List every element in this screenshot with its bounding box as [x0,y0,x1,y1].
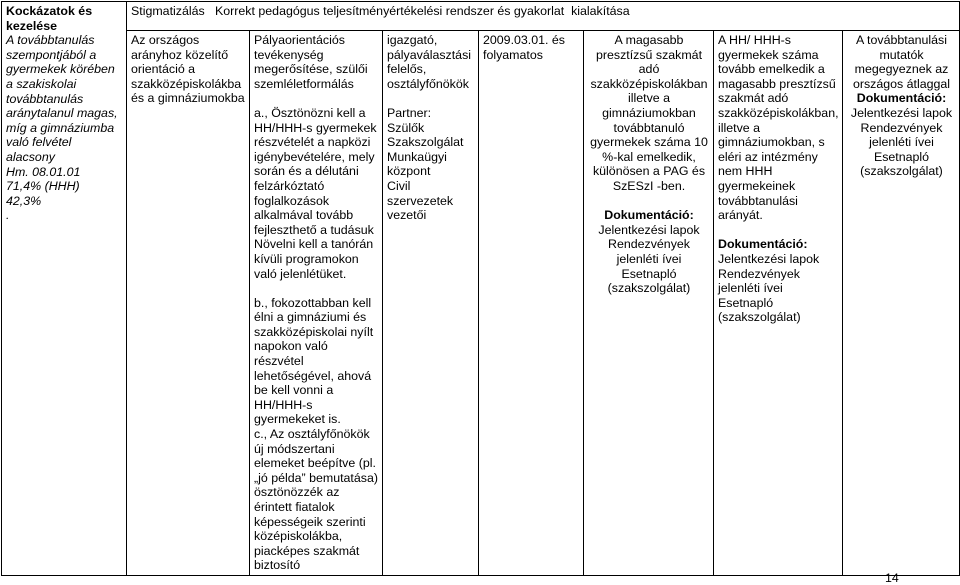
indicator-2-doc-label: Dokumentáció: [718,237,808,252]
risk-cell [2,2,127,576]
activity-intro: Pályaorientációs tevékenység megerősítése, szülői szemléletformálás [254,33,368,91]
activity-c: c., Az osztályfőnökök új módszertani elemeket beépítve (pl. „jó példa” bemutatása) ösztönözzék az érintett fiatalok képességeik szerinti középiskolákba, piacképes szakmát biztosító [254,427,378,573]
deadline-text: 2009.03.01. és folyamatos [483,33,565,62]
indicator-3-text: A továbbtanulási mutatók megegyeznek az országos átlaggal [852,33,951,91]
partner-label: Partner: [387,105,432,120]
partner-list: Szülők Szakszolgálat Munkaügyi központ Civil szervezetek vezetői [387,120,464,223]
responsible-text: igazgató, pályaválasztási felelős, osztályfőnökök [387,33,472,91]
indicator-2-text: A HH/ HHH-s gyermekek száma tovább emelkedik a magasabb presztízsű szakmát adó szakközépiskolákban, illetve a gimnáziumokban, s eléri az intézmény nem HHH gyermekeinek továbbtanulási arányát. [718,33,839,223]
deadline-cell [479,31,584,576]
table-body-row [2,31,960,576]
indicator-3-doc-label: Dokumentáció: [856,91,947,106]
banner-text: Stigmatizálás Korrekt pedagógus teljesítményértékelési rendszer és gyakorlat kialakítása [131,4,630,18]
table-header-row [2,2,960,31]
indicator-3-doc-items: Jelentkezési lapok Rendezvények jelenléti ívei Esetnapló (szakszolgálat) [850,105,953,179]
indicator-1-text: A magasabb presztízsű szakmát adó szakközépiskolákban illetve a gimnáziumokban továbbtanuló gyermekek száma 10 %-kal emelkedik, különösen a PAG és SzESzI -ben. [590,33,708,193]
responsible-cell [383,31,479,576]
activity-b: b., fokozottabban kell élni a gimnáziumi és szakközépiskolai nyílt napokon való részvétel lehetőségével, ahová be kell vonni a HH/HHH-s gyermekeket is. [254,295,374,427]
indicator-3-cell [843,31,960,576]
banner-cell [127,2,960,31]
page-number: 14 [885,571,899,585]
risk-heading: Kockázatok és kezelése [6,4,93,33]
risk-text: A továbbtanulás szempontjából a gyermekek körében a szakiskolai továbbtanulás aránytalanul magas, míg a gimnáziumba való felvétel alacsony Hm. 08.01.01 71,4% (HHH) 42,3% . [6,33,118,223]
indicator-1-cell [584,31,714,576]
goal-cell [127,31,250,576]
indicator-2-doc-items: Jelentkezési lapok Rendezvények jelenléti ívei Esetnapló (szakszolgálat) [718,251,820,325]
activity-cell [250,31,383,576]
action-plan-table [1,1,960,576]
indicator-1-doc-items: Jelentkezési lapok Rendezvények jelenléti ívei Esetnapló (szakszolgálat) [598,222,700,296]
indicator-2-cell [714,31,843,576]
goal-text: Az országos arányhoz közelítő orientáció a szakközépiskolákba és a gimnáziumokba [131,33,245,106]
activity-a: a., Ösztönözni kell a HH/HHH-s gyermekek részvételét a napközi igénybevételére, mely során és a délutáni felzárkóztató foglalkozások alkalmával tovább fejleszthető a tudásuk Növelni kell a tanórán kívüli programokon való jelenlétüket. [254,105,377,281]
indicator-1-doc-label: Dokumentáció: [604,208,694,223]
